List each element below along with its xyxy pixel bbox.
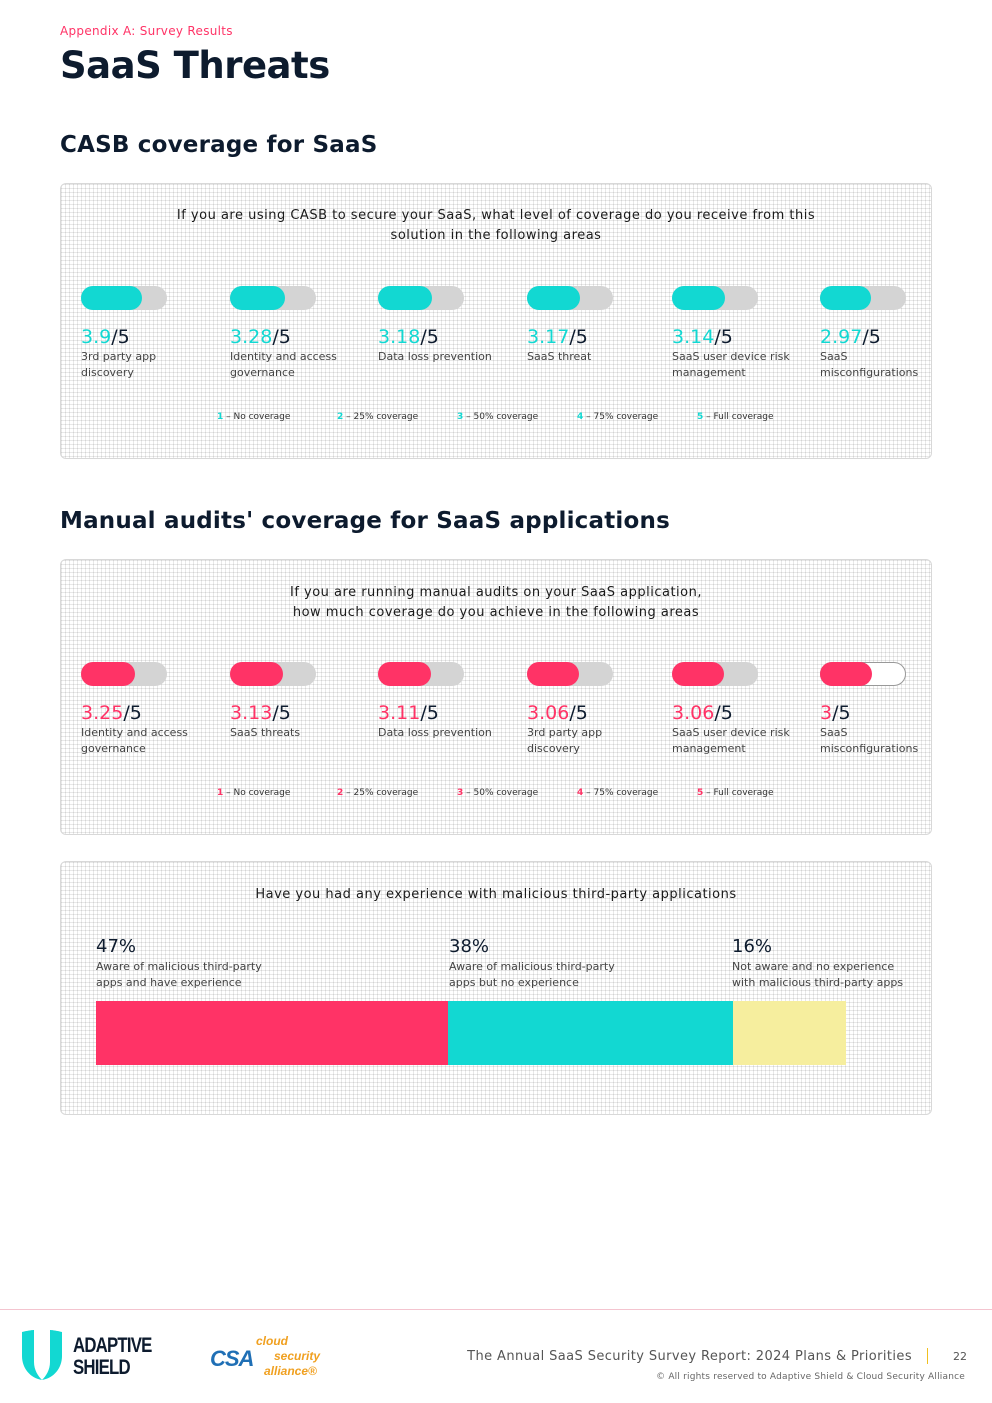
audits-pill-fill [672,662,724,686]
casb-metric-label: 3rd party app discovery [81,350,157,379]
casb-metric-label: Identity and access governance [230,350,337,379]
casb-pill-fill [672,286,725,310]
casb-score [81,326,130,348]
casb-question [61,206,931,246]
adaptive-logo-line-2: SHIELD [73,1356,130,1379]
audits-pill-track [230,662,316,686]
casb-question-line-2: solution in the following areas [390,228,602,243]
footer-copyright: © All rights reserved to Adaptive Shield & Cloud Security Alliance [656,1372,965,1382]
casb-metric-label: SaaS misconfigurations [820,350,919,379]
audits-metric [81,662,221,762]
audits-metric-label: SaaS user device risk management [672,726,790,755]
page-number: 22 [953,1350,967,1363]
audits-legend-number: 1 [217,788,224,798]
audits-score [672,702,733,724]
audits-legend-item [337,788,418,798]
audits-score-max: /5 [272,702,291,724]
audits-metric-label: 3rd party app discovery [527,726,603,755]
casb-score-max: /5 [111,326,130,348]
stat-label-line: with malicious third-party apps [732,976,904,989]
adaptive-shield-logo [20,1328,170,1386]
stat-label-line: Aware of malicious third-party [96,960,262,973]
casb-legend-number: 5 [697,412,704,422]
audits-score-value: 3.13 [230,702,273,724]
casb-score-max: /5 [420,326,439,348]
casb-legend-text: – 50% coverage [463,412,539,422]
audits-legend-item [457,788,538,798]
casb-score-max: /5 [714,326,733,348]
casb-legend-number: 1 [217,412,224,422]
casb-score [820,326,881,348]
audits-legend-text: – 50% coverage [463,788,539,798]
csa-logo-alliance: alliance® [264,1364,317,1378]
audits-metric-label: Identity and access governance [81,726,188,755]
stat-label-not-aware [732,959,903,991]
audits-pill-track [378,662,464,686]
bar-segment-aware-no-experience [448,1001,733,1065]
casb-score [378,326,439,348]
casb-pill-track [378,286,464,310]
audits-metric-label: SaaS threats [230,726,301,739]
breadcrumb: Appendix A: Survey Results [60,24,233,38]
audits-score [81,702,142,724]
audits-score-value: 3.11 [378,702,421,724]
audits-pill-fill [527,662,579,686]
casb-score [527,326,588,348]
casb-pill-track [820,286,906,310]
audits-pill-track [81,662,167,686]
casb-legend-text: – 25% coverage [343,412,419,422]
casb-score-max: /5 [272,326,291,348]
casb-pill-track [230,286,316,310]
casb-score-value: 3.28 [230,326,273,348]
audits-score [820,702,851,724]
casb-metric [230,286,370,386]
audits-legend-text: – Full coverage [703,788,774,798]
casb-metric-label: SaaS user device risk management [672,350,790,379]
audits-score-value: 3.06 [672,702,715,724]
audits-score [527,702,588,724]
audits-legend-number: 2 [337,788,344,798]
audits-score-value: 3.06 [527,702,570,724]
stat-pct-aware-no-experience: 38% [449,936,490,957]
casb-metric [672,286,812,386]
csa-logo-mark: CSA [210,1346,254,1371]
casb-score-value: 2.97 [820,326,863,348]
casb-pill-fill [820,286,871,310]
stat-pct-not-aware: 16% [732,936,773,957]
casb-metric-label: SaaS threat [527,350,592,363]
bar-segment-not-aware [733,1001,846,1065]
audits-pill-fill [378,662,431,686]
audits-metric-label: SaaS misconfigurations [820,726,919,755]
audits-metric [378,662,518,762]
casb-pill-fill [378,286,432,310]
audits-score-value: 3 [820,702,833,724]
audits-score-max: /5 [714,702,733,724]
casb-metric [820,286,960,386]
page-title: SaaS Threats [60,44,330,87]
casb-score [672,326,733,348]
audits-legend-number: 3 [457,788,464,798]
audits-pill-fill [81,662,135,686]
csa-logo-security: security [274,1349,321,1363]
casb-metric [378,286,518,386]
audits-legend-item [577,788,658,798]
audits-metric [230,662,370,762]
casb-pill-fill [230,286,285,310]
casb-score-max: /5 [569,326,588,348]
audits-score [378,702,439,724]
casb-pill-track [672,286,758,310]
stat-pct-aware-experience: 47% [96,936,137,957]
audits-pill-track [820,662,906,686]
casb-legend-item [697,412,774,422]
casb-score [230,326,291,348]
casb-legend-text: – 75% coverage [583,412,659,422]
audits-metric-label: Data loss prevention [378,726,492,739]
audits-section-title: Manual audits' coverage for SaaS applications [60,508,670,534]
csa-logo-cloud: cloud [256,1334,288,1348]
audits-pill-fill [820,662,872,686]
casb-metric-label: Data loss prevention [378,350,492,363]
casb-score-value: 3.18 [378,326,421,348]
casb-pill-track [81,286,167,310]
casb-pill-fill [527,286,580,310]
stat-label-aware-experience [96,959,262,991]
stacked-bar [96,1001,846,1065]
audits-legend-text: – No coverage [223,788,291,798]
audits-metric [672,662,812,762]
audits-legend-number: 5 [697,788,704,798]
stat-label-line: Aware of malicious third-party [449,960,615,973]
malicious-question: Have you had any experience with malicious third-party applications [255,887,737,902]
casb-legend-item [217,412,290,422]
audits-score-max: /5 [569,702,588,724]
casb-score-value: 3.9 [81,326,112,348]
footer-separator [927,1348,928,1364]
audits-score-max: /5 [123,702,142,724]
casb-metric [81,286,221,386]
audits-legend-item [217,788,290,798]
audits-question [61,583,931,623]
casb-legend-number: 4 [577,412,584,422]
audits-pill-track [527,662,613,686]
audits-panel [60,559,932,835]
audits-pill-fill [230,662,283,686]
audits-question-line-1: If you are running manual audits on your SaaS application, [289,585,702,600]
stat-label-line: apps but no experience [449,976,579,989]
bar-segment-aware-experience [96,1001,448,1065]
casb-legend-item [457,412,538,422]
stat-label-line: apps and have experience [96,976,242,989]
audits-pill-track [672,662,758,686]
audits-legend-item [697,788,774,798]
audits-score [230,702,291,724]
shield-icon [20,1328,64,1386]
casb-legend-text: – Full coverage [703,412,774,422]
casb-legend-item [577,412,658,422]
casb-score-value: 3.14 [672,326,715,348]
malicious-panel [60,861,932,1115]
audits-metric [820,662,960,762]
audits-legend-text: – 25% coverage [343,788,419,798]
casb-legend-text: – No coverage [223,412,291,422]
audits-score-max: /5 [420,702,439,724]
casb-question-line-1: If you are using CASB to secure your SaaS, what level of coverage do you receive from this [176,208,816,223]
stat-label-aware-no-experience [449,959,615,991]
csa-logo [210,1334,340,1382]
casb-legend-number: 3 [457,412,464,422]
audits-legend-number: 4 [577,788,584,798]
casb-pill-fill [81,286,142,310]
casb-panel [60,183,932,459]
stat-label-line: Not aware and no experience [732,960,895,973]
footer-report-title: The Annual SaaS Security Survey Report: 2024 Plans & Priorities [467,1349,912,1364]
audits-score-value: 3.25 [81,702,124,724]
audits-metric [527,662,667,762]
casb-pill-track [527,286,613,310]
casb-section-title: CASB coverage for SaaS [60,132,378,158]
casb-score-max: /5 [862,326,881,348]
footer-divider [0,1309,992,1310]
casb-metric [527,286,667,386]
audits-score-max: /5 [832,702,851,724]
casb-legend-item [337,412,418,422]
casb-score-value: 3.17 [527,326,570,348]
casb-legend-number: 2 [337,412,344,422]
audits-question-line-2: how much coverage do you achieve in the following areas [292,605,700,620]
adaptive-logo-line-1: ADAPTIVE [73,1334,152,1357]
audits-legend-text: – 75% coverage [583,788,659,798]
